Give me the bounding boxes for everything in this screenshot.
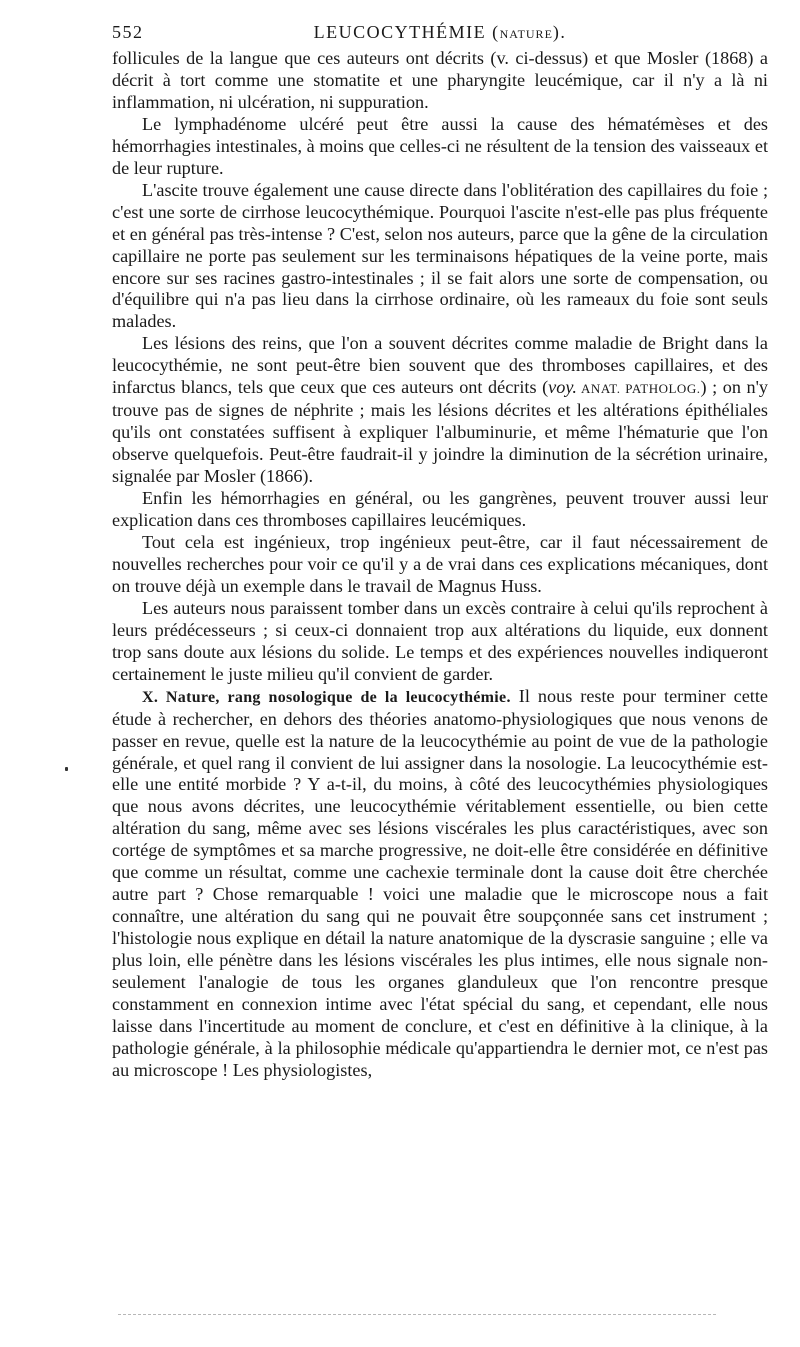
running-title-main: LEUCOCYTHÉMIE bbox=[313, 22, 487, 42]
section-x-heading: X. Nature, rang nosologique de la leucocythémie. bbox=[142, 688, 511, 706]
paragraph-ascite: L'ascite trouve également une cause directe dans l'oblitération des capillaires du foie ; c'est une sorte de cirrhose leucocythémique. Pourquoi l'ascite n'est-elle pas plus fréquente et en général pas très-intense ? C'est, selon nos auteurs, parce que la gêne de la circulation capillaire ne porte pas seulement sur les terminaisons hépatiques de la veine porte, mais encore sur ses racines gastro-intestinales ; il se fait alors une sorte de compensation, ou d'équilibre qui n'a pas lieu dans la cirrhose ordinaire, où les rameaux du foie sont seuls malades. bbox=[112, 179, 768, 332]
paragraph-continuation: follicules de la langue que ces auteurs ont décrits (v. ci-dessus) et que Mosler (1868) a décrit à tort comme une stomatite et une pharyngite leucémique, car il n'y a là ni inflammation, ni ulcération, ni suppuration. bbox=[112, 48, 768, 112]
footer-rule bbox=[118, 1314, 716, 1315]
running-title bbox=[112, 22, 768, 43]
kidney-ref-small-caps: ANAT. PATHOLOG. bbox=[576, 381, 701, 397]
section-x-text: Il nous reste pour terminer cette étude à rechercher, en dehors des théories anatomo-physiologiques que nous venons de passer en revue, quelle est la nature de la leucocythémie au point de vue de la pathologie générale, et quel rang il convient de lui assigner dans la nosologie. La leucocythémie est-elle une entité morbide ? Y a-t-il, du moins, à côté des leucocythémies physiologiques que nous avons décrites, une leucocythémie véritablement essentielle, ou bien cette altération du sang, même avec ses lésions viscérales les plus caractéristiques, avec son cortége de symptômes et sa marche progressive, ne doit-elle être considérée en définitive que comme un résultat, comme une cachexie terminale dont la cause doit être cherchée autre part ? Chose remarquable ! voici une maladie que le microscope nous a fait connaître, une altération du sang qui ne pouvait être soupçonnée sans cet instrument ; l'histologie nous explique en détail la nature anatomique de la dyscrasie sanguine ; elle va plus loin, elle pénètre dans les lésions viscérales les plus intimes, elle nous signale non-seulement l'analogie de tous les organes glanduleux que l'on rencontre presque constamment en connexion intime avec l'état spécial du sang, et cependant, elle nous laisse dans l'incertitude au moment de conclure, et c'est en définitive à la clinique, à la pathologie générale, à la philosophie médicale qu'appartiendra le dernier mot, ce n'est pas au microscope ! Les physiologistes, bbox=[112, 685, 768, 1080]
kidney-text-after-ref: ) ; on n'y trouve pas de signes de néphrite ; mais les lésions décrites et les altérations épithéliales qu'ils ont constatées suffisent à expliquer l'albuminurie, et même l'hématurie que l'on observe quelquefois. Peut-être faudrait-il y joindre la diminution de la sécrétion urinaire, signalée par Mosler (1866). bbox=[112, 377, 768, 487]
kidney-ref-italic: voy. bbox=[548, 377, 577, 398]
paragraph-kidney-lesions bbox=[112, 333, 768, 488]
page-number: 552 bbox=[112, 22, 144, 42]
paragraph-hemorrhagies: Enfin les hémorrhagies en général, ou les gangrènes, peuvent trouver aussi leur explication dans ces thromboses capillaires leucémiques. bbox=[112, 488, 768, 531]
body-text bbox=[112, 48, 768, 1082]
running-title-open: ( bbox=[486, 22, 500, 42]
kidney-text-before-ref: Les lésions des reins, que l'on a souvent décrites comme maladie de Bright dans la leucocythémie, ne sont peut-être bien souvent que des thromboses capillaires, et des infarctus blancs, tels que ceux que ces auteurs ont décrits ( bbox=[112, 333, 768, 398]
running-title-small: NATURE bbox=[499, 27, 553, 41]
running-head bbox=[112, 18, 768, 48]
paragraph-ingenieux: Tout cela est ingénieux, trop ingénieux peut-être, car il faut nécessairement de nouvelles recherches pour voir ce qu'il y a de vrai dans ces explications mécaniques, dont on trouve déjà un exemple dans le travail de Magnus Huss. bbox=[112, 531, 768, 596]
book-page bbox=[112, 18, 768, 1082]
running-title-close: ). bbox=[552, 22, 567, 42]
paragraph-auteurs: Les auteurs nous paraissent tomber dans un excès contraire à celui qu'ils reprochent à leurs prédécesseurs ; si ceux-ci donnaient trop aux altérations du liquide, eux donnent trop sans doute aux lésions du solide. Le temps et des expériences nouvelles indiqueront certainement le juste milieu qu'il convient de garder. bbox=[112, 597, 768, 684]
stray-ink-mark bbox=[65, 767, 68, 771]
paragraph-section-x bbox=[112, 686, 768, 1082]
paragraph-hematemesis: Le lymphadénome ulcéré peut être aussi la cause des hématémèses et des hémorrhagies intestinales, à moins que celles-ci ne résultent de la tension des vaisseaux et de leur rupture. bbox=[112, 113, 768, 178]
